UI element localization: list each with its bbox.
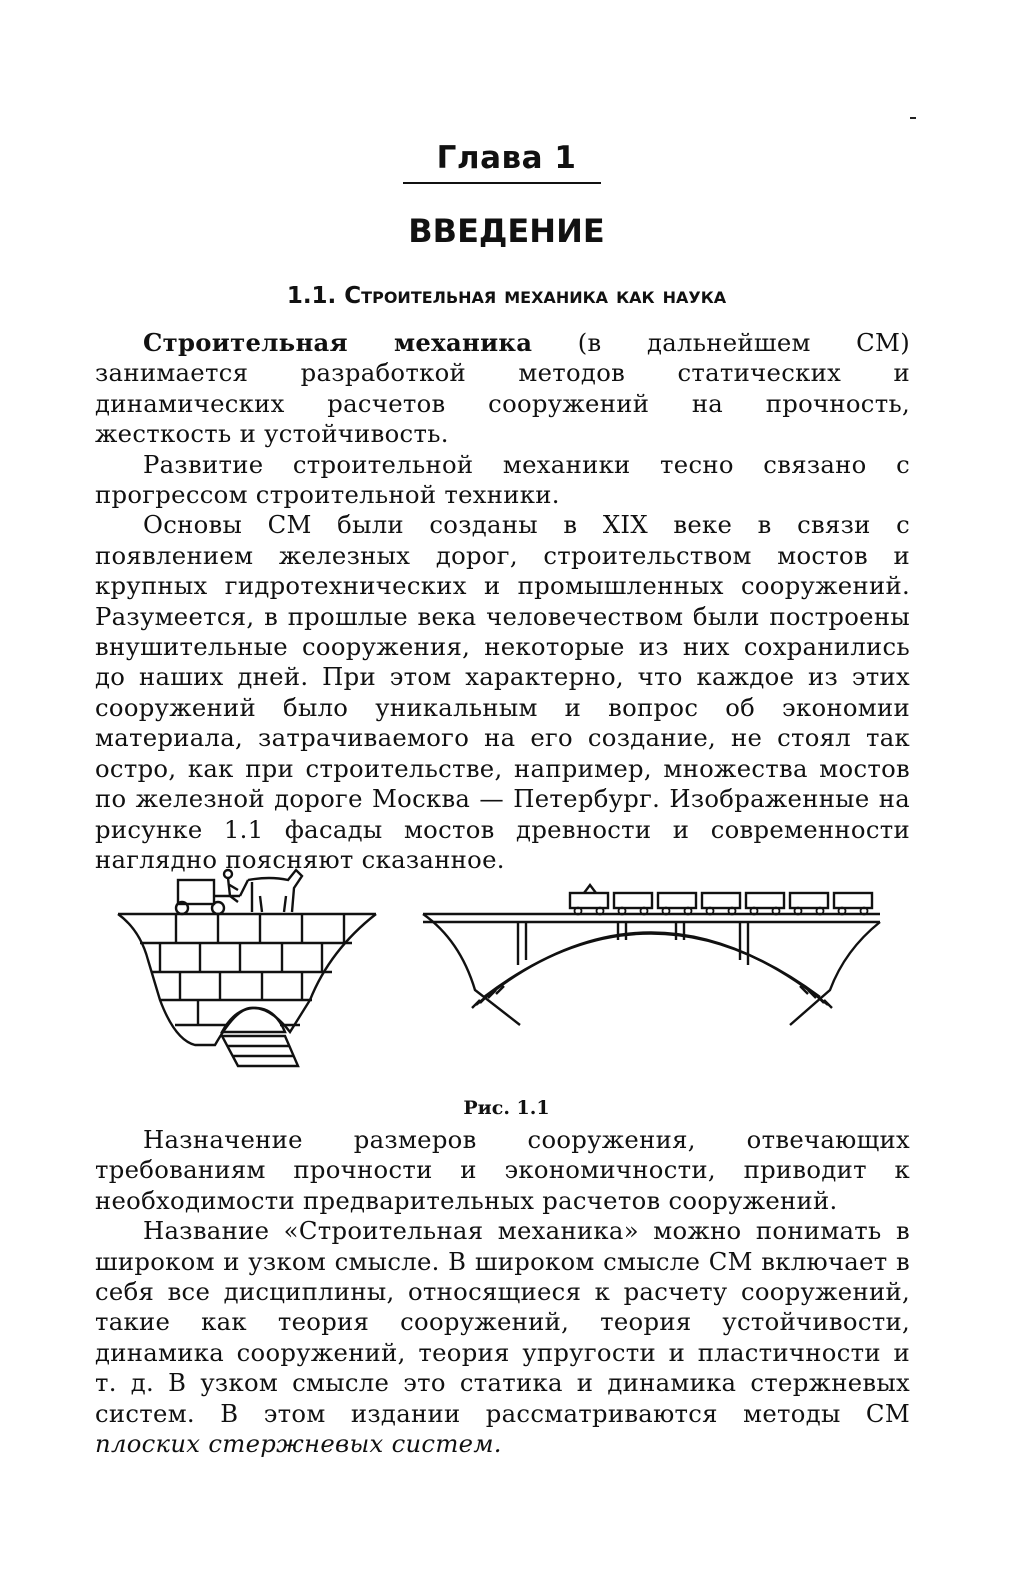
text-block-bottom <box>95 1125 910 1459</box>
paragraph-text: Название «Строительная механика» можно понимать в широком и узком смысле. В широком смысле СМ включает в себя все дисциплины, относящиеся к расчету сооружений, такие как теория сооружений, теория устойчивости, динамика сооружений, теория упругости и пластичности и т. д. В узком смысле это статика и динамика стержневых систем. В этом издании рассматриваются методы СМ <box>95 1216 910 1428</box>
modern-arch-railway-bridge-icon <box>423 885 880 1025</box>
paragraph: Назначение размеров сооружения, отвечающих требованиям прочности и экономичности, приводит к необходимости предварительных расчетов сооружений. <box>95 1125 910 1215</box>
paragraph: Основы СМ были созданы в XIX веке в связи с появлением железных дорог, строительством мостов и крупных гидротехнических и промышленных сооружений. Разумеется, в прошлые века человечеством были построены внушительные сооружения, некоторые из них сохранились до наших дней. При этом характерно, что каждое из этих сооружений было уникальным и вопрос об экономии материала, затрачиваемого на его создание, не стоял так остро, как при строительстве, например, множества мостов по железной дороге Москва — Петербург. Изображенные на рисунке 1.1 фасады мостов древности и современности наглядно поясняют сказанное. <box>95 510 910 874</box>
paragraph: Развитие строительной механики тесно связано с прогрессом строительной техники. <box>95 449 910 510</box>
paragraph-text: (в дальнейшем СМ) занимается разработкой методов статических и динамических расчетов сооружений на прочность, жесткость и устойчивость. <box>95 328 910 449</box>
term-italic: плоских стержневых систем. <box>95 1429 502 1459</box>
section-heading: 1.1. Строительная механика как наука <box>286 283 727 309</box>
chapter-title: ВВЕДЕНИЕ <box>408 212 605 250</box>
figure-caption: Рис. 1.1 <box>463 1097 550 1119</box>
paragraph <box>95 1216 910 1459</box>
ancient-stone-bridge-icon <box>118 870 376 1066</box>
term-bold: Строительная механика <box>143 328 533 357</box>
chapter-heading: Глава 1 <box>436 140 577 176</box>
